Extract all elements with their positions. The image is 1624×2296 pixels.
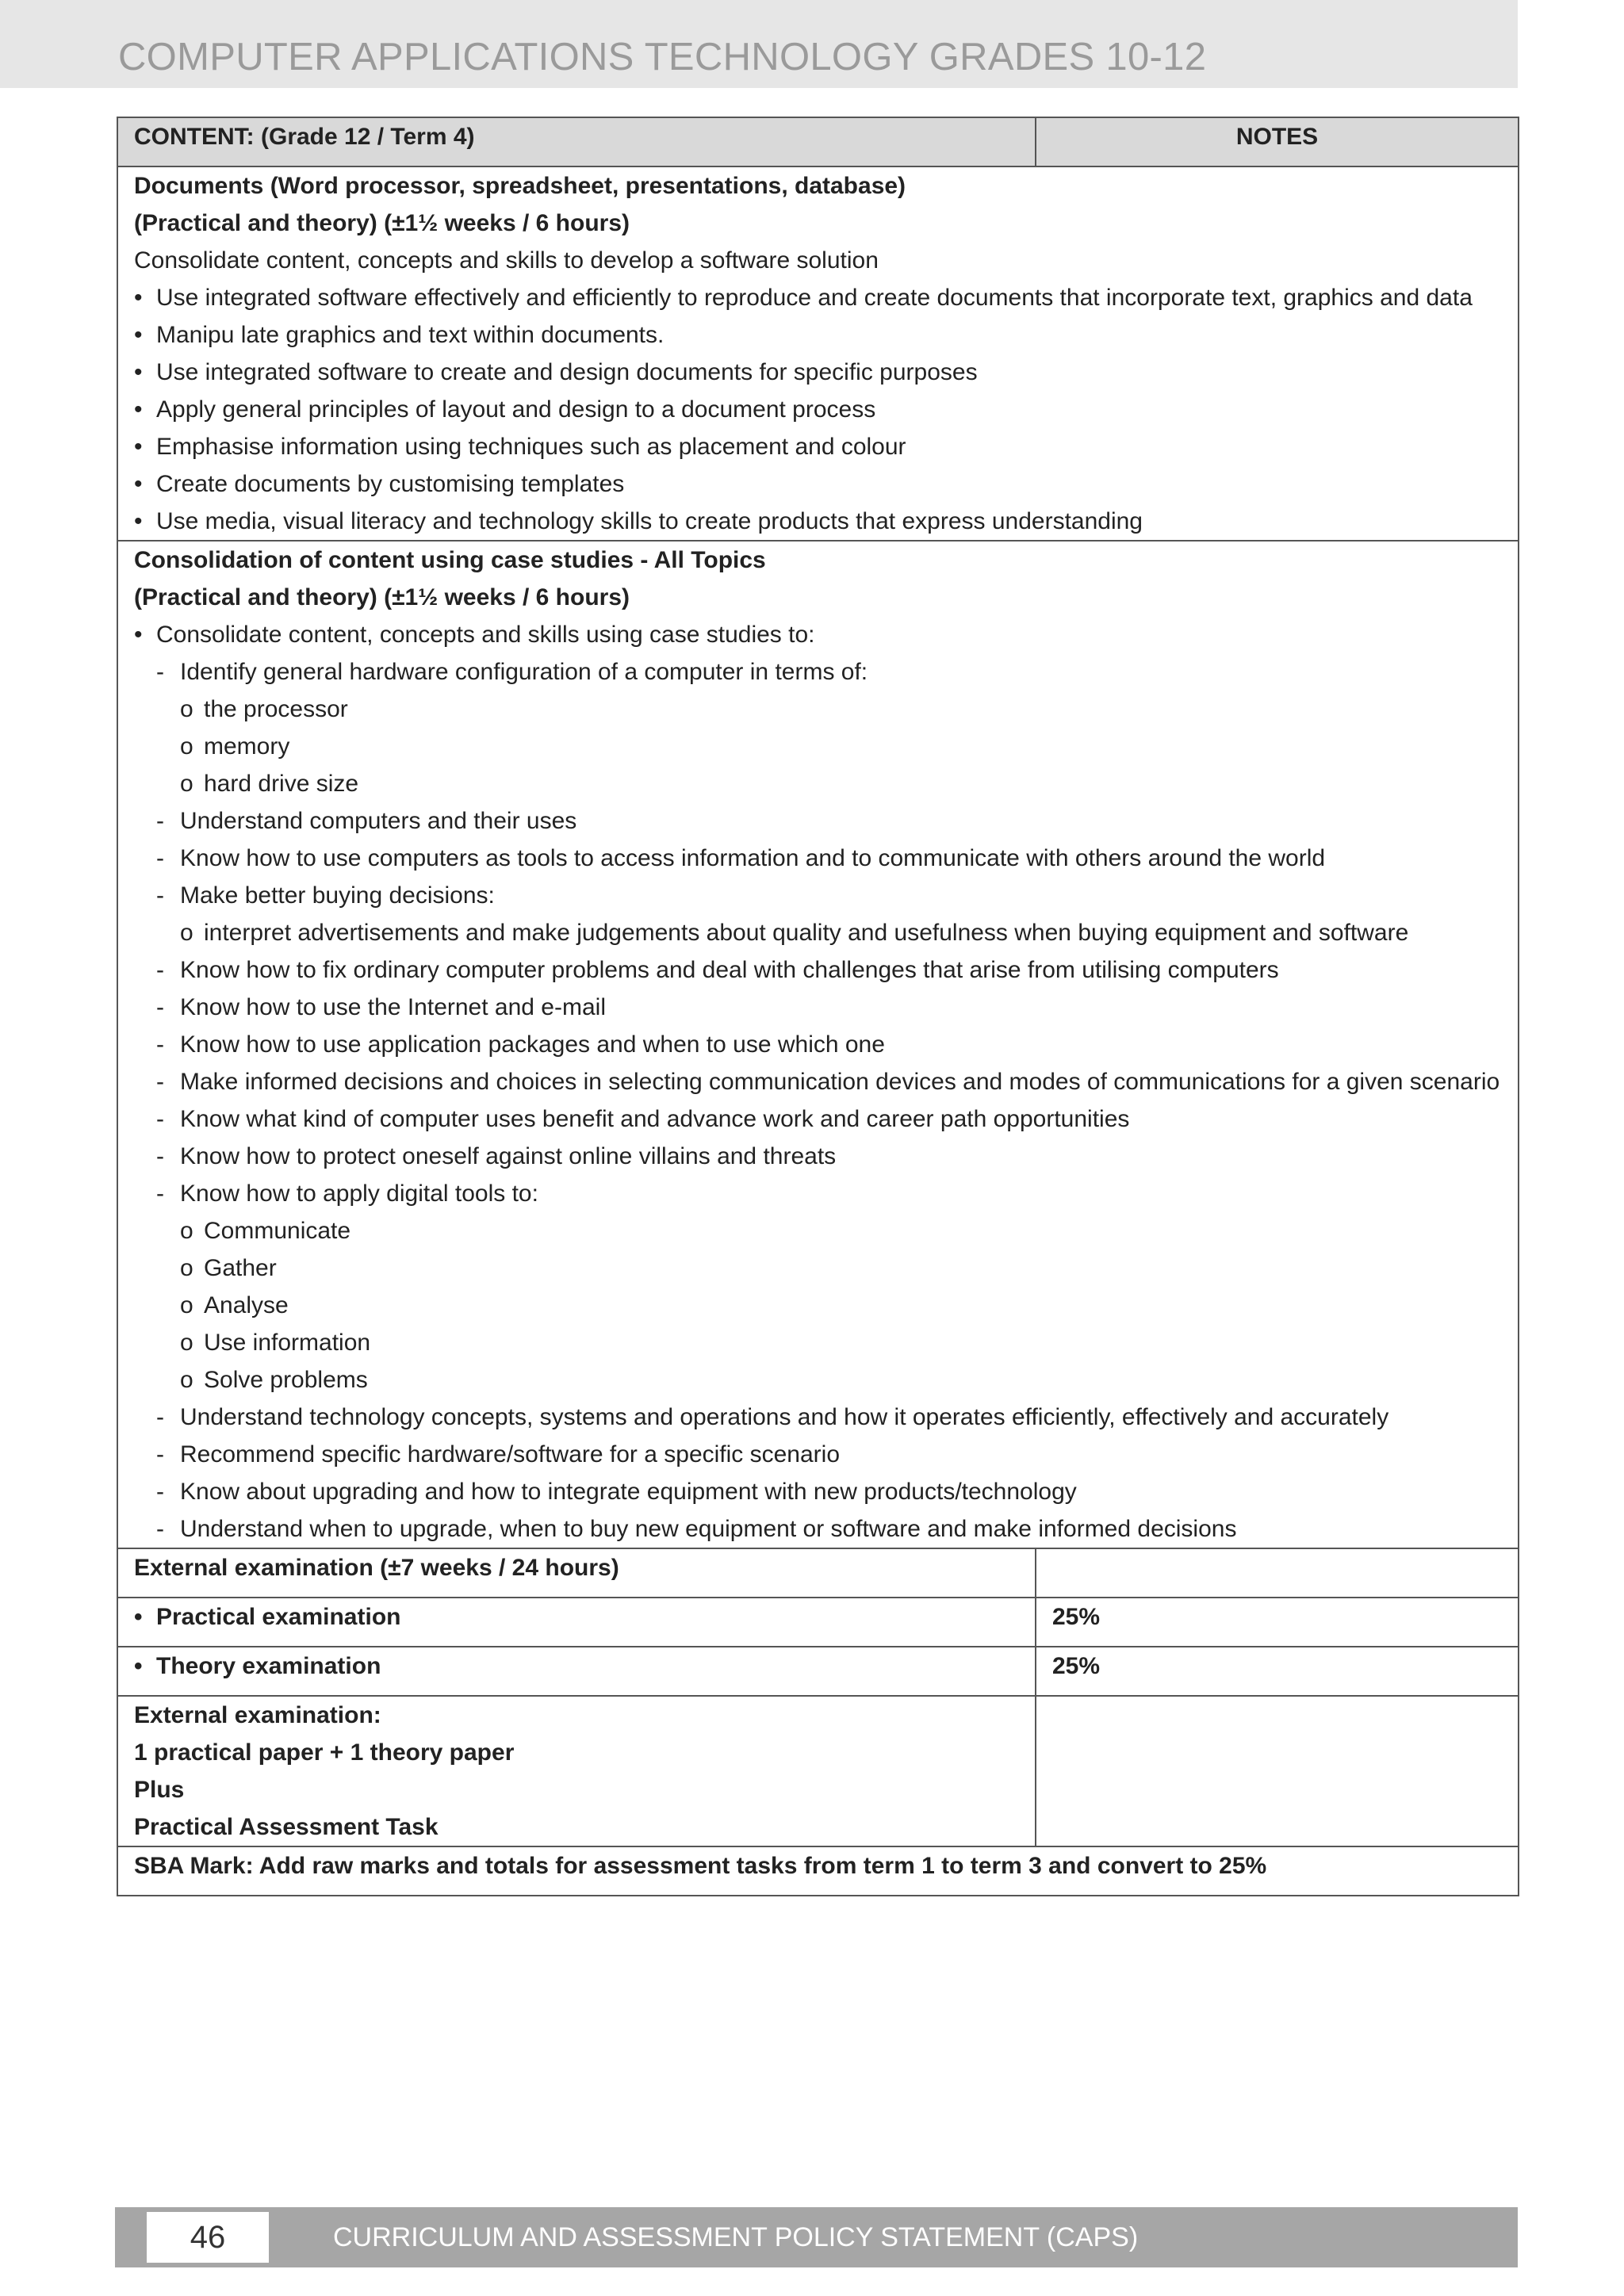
list-item: • Manipu late graphics and text within documents. — [134, 322, 665, 348]
exam-summary-row — [117, 1696, 1519, 1846]
list-item: o memory — [180, 733, 290, 760]
exam-summary-line: 1 practical paper + 1 theory paper — [134, 1739, 515, 1766]
list-item: - Know how to use the Internet and e-mail — [156, 994, 606, 1020]
list-item: - Know how to fix ordinary computer problems and deal with challenges that arise from utilising computers — [156, 957, 1279, 983]
exam-summary-line: External examination: — [134, 1702, 381, 1728]
exam-summary-notes — [1036, 1696, 1519, 1846]
list-item: o Communicate — [180, 1218, 351, 1244]
practical-exam-label: Practical examination — [156, 1604, 401, 1630]
list-item: - Know about upgrading and how to integrate equipment with new products/technology — [156, 1479, 1077, 1505]
external-exam-heading: External examination (±7 weeks / 24 hours) — [117, 1548, 1036, 1598]
case-studies-cell — [117, 541, 1519, 1548]
list-item: o Analyse — [180, 1292, 289, 1318]
content-column-header: CONTENT: (Grade 12 / Term 4) — [117, 117, 1036, 166]
case-studies-title: Consolidation of content using case studies - All Topics — [134, 547, 766, 573]
list-item: - Identify general hardware configuration of a computer in terms of: — [156, 659, 868, 685]
documents-cell — [117, 166, 1519, 541]
theory-exam-row — [117, 1647, 1519, 1696]
list-item: o Gather — [180, 1255, 277, 1281]
list-item: o Solve problems — [180, 1367, 368, 1393]
case-studies-duration: (Practical and theory) (±1½ weeks / 6 hours) — [134, 584, 630, 610]
list-item: • Use media, visual literacy and technology skills to create products that express understanding — [134, 508, 1143, 534]
documents-intro: Consolidate content, concepts and skills to develop a software solution — [134, 247, 879, 274]
table-header-row — [117, 117, 1519, 166]
list-item: - Recommend specific hardware/software for a specific scenario — [156, 1441, 841, 1468]
list-item: o interpret advertisements and make judgements about quality and usefulness when buying equipment and software — [180, 920, 1409, 946]
list-item: • Apply general principles of layout and design to a document process — [134, 396, 876, 423]
list-item: - Know how to protect oneself against online villains and threats — [156, 1143, 837, 1169]
notes-column-header: NOTES — [1036, 117, 1519, 166]
practical-exam-row — [117, 1598, 1519, 1647]
exam-summary-cell — [117, 1696, 1036, 1846]
external-exam-notes — [1036, 1548, 1519, 1598]
theory-exam-weight: 25% — [1036, 1647, 1519, 1696]
case-studies-section — [117, 541, 1519, 1548]
list-item: o Use information — [180, 1330, 371, 1356]
theory-exam-label: Theory examination — [156, 1653, 381, 1679]
practical-exam-cell: • Practical examination — [117, 1598, 1036, 1647]
documents-title: Documents (Word processor, spreadsheet, presentations, database) — [134, 173, 906, 199]
list-item: - Know what kind of computer uses benefit and advance work and career path opportunities — [156, 1106, 1130, 1132]
list-item: - Understand technology concepts, systems and operations and how it operates efficiently, effectively and accurately — [156, 1404, 1389, 1430]
practical-exam-weight: 25% — [1036, 1598, 1519, 1647]
list-item: • Emphasise information using techniques such as placement and colour — [134, 434, 906, 460]
sba-row — [117, 1846, 1519, 1896]
documents-section — [117, 166, 1519, 541]
theory-exam-cell: • Theory examination — [117, 1647, 1036, 1696]
list-item: - Know how to use computers as tools to access information and to communicate with others around the world — [156, 845, 1326, 871]
list-item: - Know how to apply digital tools to: — [156, 1181, 538, 1207]
list-item: • Create documents by customising templates — [134, 471, 625, 497]
curriculum-table — [117, 117, 1519, 1896]
list-item: - Understand when to upgrade, when to buy new equipment or software and make informed decisions — [156, 1516, 1237, 1542]
list-item: o the processor — [180, 696, 348, 722]
footer-title: CURRICULUM AND ASSESSMENT POLICY STATEMENT (CAPS) — [333, 2222, 1139, 2252]
exam-summary-line: Plus — [134, 1777, 185, 1803]
list-item: • Use integrated software to create and design documents for specific purposes — [134, 359, 978, 385]
list-item: o hard drive size — [180, 771, 359, 797]
list-item: - Know how to use application packages and when to use which one — [156, 1031, 885, 1058]
external-exam-heading-row — [117, 1548, 1519, 1598]
page-header-title: COMPUTER APPLICATIONS TECHNOLOGY GRADES 10-12 — [118, 36, 1207, 78]
exam-summary-line: Practical Assessment Task — [134, 1814, 439, 1840]
list-item: - Make better buying decisions: — [156, 882, 495, 909]
list-item: - Understand computers and their uses — [156, 808, 577, 834]
sba-mark-text: SBA Mark: Add raw marks and totals for assessment tasks from term 1 to term 3 and convert to 25% — [117, 1846, 1519, 1896]
page-number: 46 — [147, 2212, 269, 2263]
list-item: - Make informed decisions and choices in selecting communication devices and modes of communications for a given scenario — [156, 1069, 1500, 1095]
list-item: • Consolidate content, concepts and skills using case studies to: — [134, 622, 815, 648]
documents-duration: (Practical and theory) (±1½ weeks / 6 hours) — [134, 210, 630, 236]
list-item: • Use integrated software effectively and efficiently to reproduce and create documents that incorporate text, graphics and data — [134, 285, 1473, 311]
